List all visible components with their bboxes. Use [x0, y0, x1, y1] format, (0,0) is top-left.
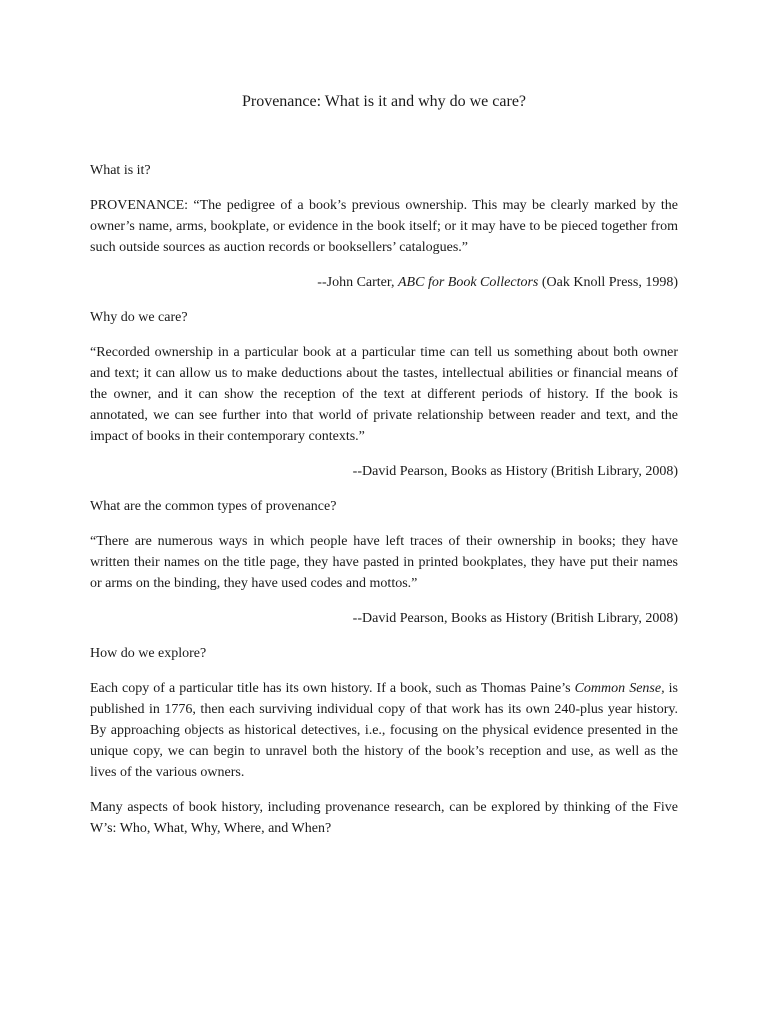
- pearson-quote-paragraph: “Recorded ownership in a particular book at a particular time can tell us something about both owner and text; it can allow us to make deductions about the tastes, intellectual abilities or financial means of the owner, and it can show the reception of the text at different periods of history. If the book is annotated, we can see further into that world of private relationship between reader and text, and the impact of books in their contemporary contexts.”: [90, 345, 678, 444]
- traces-quote-paragraph: “There are numerous ways in which people have left traces of their ownership in books; they have written their names on the title page, they have pasted in printed bookplates, they have put their names or arms on the binding, they have used codes and mottos.”: [90, 534, 678, 591]
- explore-paragraph: [90, 678, 678, 783]
- attribution-carter-post: (Oak Knoll Press, 1998): [538, 275, 678, 290]
- attribution-pearson-1: --David Pearson, Books as History (British Library, 2008): [352, 464, 678, 479]
- section-heading-how-explore: How do we explore?: [90, 646, 207, 661]
- explore-paragraph-pre: Each copy of a particular title has its own history. If a book, such as Thomas Paine’s: [90, 681, 575, 696]
- attribution-carter-pre: --John Carter,: [317, 275, 398, 290]
- attribution-carter-book-title: ABC for Book Collectors: [398, 275, 539, 290]
- section-heading-common-types: What are the common types of provenance?: [90, 499, 337, 514]
- page-title: Provenance: What is it and why do we care?: [241, 93, 527, 110]
- definition-paragraph: PROVENANCE: “The pedigree of a book’s previous ownership. This may be clearly marked by the owner’s name, arms, bookplate, or evidence in the book itself; or it may have to be pieced together from such outside sources as auction records or booksellers’ catalogues.”: [90, 198, 678, 255]
- explore-paragraph-post: is published in 1776, then each surviving individual copy of that work has its own 240-plus year history. By approaching objects as historical detectives, i.e., focusing on the physical evidence presented in the unique copy, we can begin to unravel both the history of the book’s reception and use, as well as the lives of the various owners.: [90, 681, 678, 780]
- section-heading-what-is-it: What is it?: [90, 163, 151, 178]
- section-heading-why-care: Why do we care?: [90, 310, 188, 325]
- document-body: [90, 160, 678, 853]
- attribution-carter: [90, 272, 678, 293]
- five-ws-paragraph: Many aspects of book history, including provenance research, can be explored by thinking of the Five W’s: Who, What, Why, Where, and When?: [90, 800, 678, 836]
- attribution-pearson-2: --David Pearson, Books as History (British Library, 2008): [352, 611, 678, 626]
- explore-paragraph-book-title: Common Sense,: [574, 681, 665, 696]
